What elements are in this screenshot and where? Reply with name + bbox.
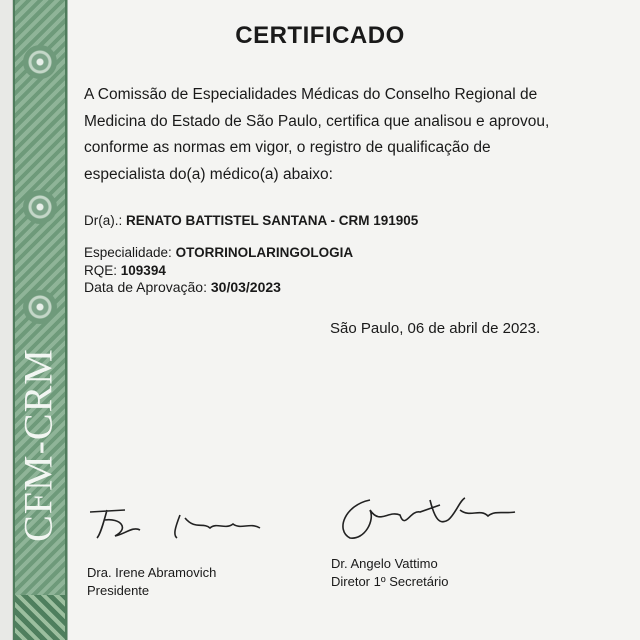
signature-vattimo [330, 490, 520, 550]
doctor-line [84, 213, 418, 228]
divider [67, 0, 68, 640]
place-date: São Paulo, 06 de abril de 2023. [330, 320, 541, 337]
signatory-role: Diretor 1º Secretário [331, 574, 449, 589]
intro-paragraph: A Comissão de Especialidades Médicas do Conselho Regional de Medicina do Estado de São Paulo, certifica que analisou e aprovou, conforme as normas em vigor, o registro de qualificação de especialista do(a) médico(a) abaixo: [84, 86, 550, 183]
doctor-label: Dr(a).: [84, 213, 123, 228]
signatory-1 [87, 564, 216, 600]
rqe-label: RQE: [84, 263, 118, 278]
specialty-value: OTORRINOLARINGOLOGIA [175, 245, 354, 260]
decorative-border [13, 0, 67, 640]
rqe-line [84, 263, 166, 278]
border-logo-text: CFM-CRM [15, 348, 61, 542]
border-pattern [15, 595, 65, 640]
signature-abramovich [85, 500, 275, 545]
rosette-icon [23, 290, 57, 324]
title-text: CERTIFICADO [235, 22, 405, 49]
rqe-value: 109394 [120, 263, 166, 278]
approval-line [84, 279, 281, 295]
doctor-value: RENATO BATTISTEL SANTANA - CRM 191905 [126, 213, 419, 228]
specialty-line [84, 245, 353, 260]
approval-label: Data de Aprovação: [84, 279, 207, 295]
specialty-label: Especialidade: [84, 245, 172, 260]
rosette-icon [23, 190, 57, 224]
signatory-role: Presidente [87, 583, 150, 598]
signatory-name: Dra. Irene Abramovich [87, 565, 217, 580]
approval-value: 30/03/2023 [210, 279, 281, 295]
rosette-icon [23, 45, 57, 79]
signatory-2 [331, 555, 448, 591]
certificate-title [0, 22, 640, 50]
page-edge [0, 0, 13, 640]
signatory-name: Dr. Angelo Vattimo [331, 556, 438, 571]
